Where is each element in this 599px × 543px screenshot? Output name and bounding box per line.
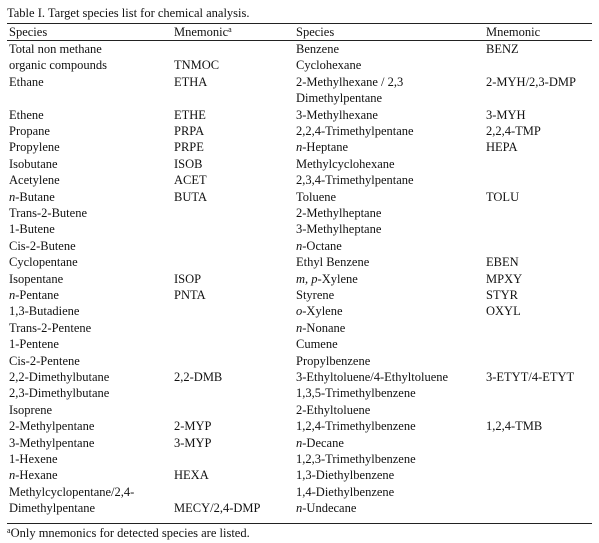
cell-mnemonic-left: BUTA: [174, 190, 208, 204]
cell-mnemonic-left: PRPA: [174, 124, 205, 138]
cell-species-right: n-Undecane: [296, 501, 357, 515]
cell-species-left: Cis-2-Butene: [9, 239, 76, 253]
cell-mnemonic-left: TNMOC: [174, 58, 220, 72]
cell-species-right: Ethyl Benzene: [296, 255, 370, 269]
cell-species-right: 3-Methylheptane: [296, 222, 382, 236]
cell-mnemonic-left: ISOP: [174, 272, 202, 286]
cell-species-right: 1,2,4-Trimethylbenzene: [296, 419, 416, 433]
cell-species-right: Dimethylpentane: [296, 91, 383, 105]
cell-species-right: 2,3,4-Trimethylpentane: [296, 173, 414, 187]
cell-species-right: Benzene: [296, 42, 340, 56]
italic-prefix: m, p: [296, 272, 318, 286]
cell-species-left: n-Butane: [9, 190, 55, 204]
cell-species-left: Trans-2-Pentene: [9, 321, 92, 335]
cell-species-left: Cyclopentane: [9, 255, 78, 269]
cell-species-right: 1,3,5-Trimethylbenzene: [296, 386, 416, 400]
cell-species-left: Acetylene: [9, 173, 60, 187]
table-caption: Table I. Target species list for chemical analysis.: [7, 6, 250, 20]
cell-species-left: Methylcyclopentane/2,4-: [9, 485, 135, 499]
cell-species-right: Styrene: [296, 288, 335, 302]
cell-species-left: Trans-2-Butene: [9, 206, 88, 220]
italic-prefix: n: [9, 288, 16, 302]
italic-prefix: n: [296, 501, 303, 515]
cell-species-right: 1,4-Diethylbenzene: [296, 485, 395, 499]
cell-species-right: 1,2,3-Trimethylbenzene: [296, 452, 416, 466]
cell-species-left: Dimethylpentane: [9, 501, 96, 515]
italic-prefix: n: [296, 239, 303, 253]
cell-species-right: Propylbenzene: [296, 354, 371, 368]
footnote-mark: a: [7, 526, 11, 535]
header-mnemonic-right: Mnemonic: [486, 25, 541, 39]
cell-mnemonic-right: STYR: [486, 288, 518, 302]
cell-mnemonic-right: 3-ETYT/4-ETYT: [486, 370, 575, 384]
cell-mnemonic-left: 2-MYP: [174, 419, 212, 433]
cell-species-right: n-Decane: [296, 436, 344, 450]
cell-species-right: Cyclohexane: [296, 58, 362, 72]
cell-species-left: Ethane: [9, 75, 44, 89]
cell-mnemonic-right: HEPA: [486, 140, 518, 154]
cell-mnemonic-left: PNTA: [174, 288, 206, 302]
cell-mnemonic-left: ACET: [174, 173, 207, 187]
cell-species-right: 1,3-Diethylbenzene: [296, 468, 395, 482]
italic-prefix: n: [296, 321, 303, 335]
cell-species-left: n-Hexane: [9, 468, 58, 482]
cell-species-right: 2-Methylhexane / 2,3: [296, 75, 404, 89]
italic-prefix: n: [9, 190, 16, 204]
cell-species-left: 1-Pentene: [9, 337, 59, 351]
cell-mnemonic-left: ETHA: [174, 75, 208, 89]
italic-prefix: n: [9, 468, 16, 482]
cell-mnemonic-right: EBEN: [486, 255, 519, 269]
cell-mnemonic-right: 1,2,4-TMB: [486, 419, 543, 433]
cell-species-right: n-Octane: [296, 239, 342, 253]
cell-mnemonic-left: PRPE: [174, 140, 204, 154]
cell-species-left: 1,3-Butadiene: [9, 304, 80, 318]
cell-species-left: organic compounds: [9, 58, 108, 72]
cell-species-right: o-Xylene: [296, 304, 343, 318]
header-species-right: Species: [296, 25, 335, 39]
cell-species-left: 3-Methylpentane: [9, 436, 95, 450]
cell-species-left: Cis-2-Pentene: [9, 354, 80, 368]
cell-species-right: Methylcyclohexane: [296, 157, 395, 171]
footnote-reference: a: [228, 25, 232, 34]
cell-species-right: 3-Methylhexane: [296, 108, 378, 122]
cell-species-right: 2,2,4-Trimethylpentane: [296, 124, 414, 138]
cell-mnemonic-right: 2,2,4-TMP: [486, 124, 541, 138]
cell-species-left: 2,3-Dimethylbutane: [9, 386, 110, 400]
cell-species-left: Isobutane: [9, 157, 58, 171]
cell-mnemonic-left: ETHE: [174, 108, 206, 122]
cell-mnemonic-left: ISOB: [174, 157, 203, 171]
cell-species-right: m, p-Xylene: [296, 272, 358, 286]
cell-mnemonic-right: TOLU: [486, 190, 520, 204]
italic-prefix: n: [296, 140, 303, 154]
cell-species-left: Total non methane: [9, 42, 102, 56]
cell-species-left: Propane: [9, 124, 50, 138]
cell-species-left: Isoprene: [9, 403, 53, 417]
cell-species-left: 1-Hexene: [9, 452, 58, 466]
cell-species-right: Toluene: [296, 190, 337, 204]
cell-species-left: Isopentane: [9, 272, 64, 286]
cell-species-left: 2-Methylpentane: [9, 419, 95, 433]
cell-species-left: 2,2-Dimethylbutane: [9, 370, 110, 384]
footnote: [7, 525, 250, 541]
cell-species-right: n-Heptane: [296, 140, 349, 154]
cell-mnemonic-left: MECY/2,4-DMP: [174, 501, 261, 515]
cell-mnemonic-right: 2-MYH/2,3-DMP: [486, 75, 576, 89]
footnote-text: Only mnemonics for detected species are listed.: [10, 526, 250, 540]
cell-species-right: Cumene: [296, 337, 338, 351]
cell-mnemonic-left: 3-MYP: [174, 436, 212, 450]
italic-prefix: o: [296, 304, 303, 318]
cell-mnemonic-right: MPXY: [486, 272, 523, 286]
cell-species-right: 2-Methylheptane: [296, 206, 382, 220]
bottom-rule: [7, 523, 592, 524]
cell-mnemonic-right: OXYL: [486, 304, 521, 318]
cell-species-left: Propylene: [9, 140, 60, 154]
italic-prefix: n: [296, 436, 303, 450]
cell-mnemonic-right: 3-MYH: [486, 108, 526, 122]
header-species-left: Species: [9, 25, 48, 39]
cell-mnemonic-left: HEXA: [174, 468, 209, 482]
cell-mnemonic-left: 2,2-DMB: [174, 370, 223, 384]
cell-species-right: 2-Ethyltoluene: [296, 403, 371, 417]
cell-species-right: n-Nonane: [296, 321, 346, 335]
cell-mnemonic-right: BENZ: [486, 42, 519, 56]
cell-species-left: 1-Butene: [9, 222, 55, 236]
header-mnemonic-left-label: Mnemonic: [174, 25, 229, 39]
cell-species-left: Ethene: [9, 108, 44, 122]
cell-species-left: n-Pentane: [9, 288, 59, 302]
cell-species-right: 3-Ethyltoluene/4-Ethyltoluene: [296, 370, 449, 384]
